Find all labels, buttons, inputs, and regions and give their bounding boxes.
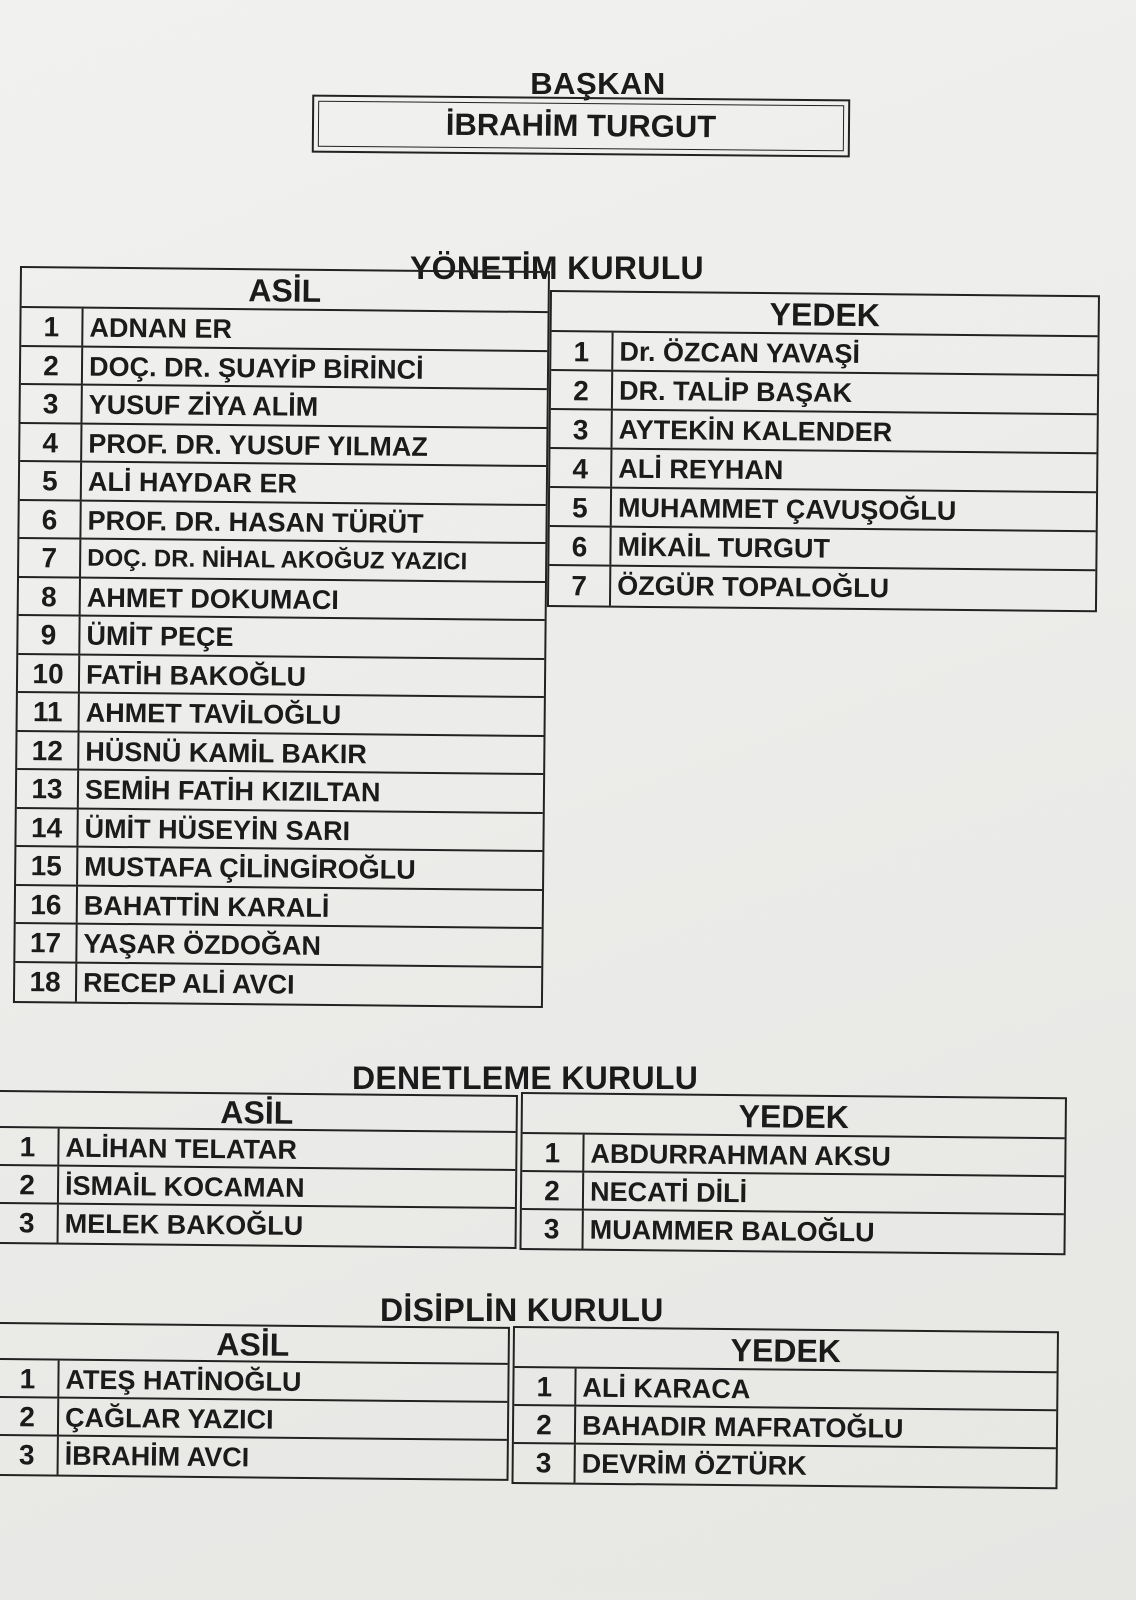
member-name: SEMİH FATİH KIZILTAN — [84, 774, 381, 808]
yedek-header: YEDEK — [552, 292, 1098, 337]
table-row — [522, 1210, 1064, 1253]
row-number: 3 — [0, 1204, 59, 1243]
yonetim-yedek-table — [547, 290, 1100, 612]
table-row — [522, 1172, 1064, 1215]
row-number: 3 — [522, 1210, 584, 1249]
table-row — [20, 385, 546, 429]
row-number: 2 — [0, 1398, 59, 1435]
row-number: 12 — [17, 731, 79, 768]
member-name: ALİ REYHAN — [618, 453, 784, 486]
row-number: 1 — [21, 308, 83, 345]
member-name: ATEŞ HATİNOĞLU — [65, 1364, 302, 1397]
member-name: ALİ HAYDAR ER — [87, 466, 298, 499]
denetleme-asil-table — [0, 1090, 518, 1249]
member-name: DEVRİM ÖZTÜRK — [581, 1448, 807, 1481]
member-name: ÜMİT PEÇE — [86, 620, 234, 653]
row-number: 6 — [549, 527, 611, 565]
member-name: ALİ KARACA — [582, 1372, 751, 1405]
row-number: 6 — [19, 501, 81, 538]
member-name: DR. TALİP BAŞAK — [618, 375, 853, 408]
member-name: NECATİ DİLİ — [589, 1176, 748, 1209]
table-row — [0, 1360, 508, 1403]
row-number: 3 — [21, 385, 83, 422]
table-row — [550, 488, 1096, 532]
table-row — [15, 924, 541, 968]
row-number: 3 — [550, 410, 612, 448]
table-row — [550, 410, 1096, 454]
row-number: 10 — [18, 655, 80, 692]
row-number: 15 — [16, 847, 78, 884]
yonetim-asil-table — [13, 266, 550, 1008]
row-number: 2 — [0, 1166, 59, 1203]
asil-header: ASİL — [0, 1324, 508, 1365]
member-name: AYTEKİN KALENDER — [618, 414, 893, 448]
row-number: 1 — [551, 332, 613, 370]
yonetim-title: YÖNETİM KURULU — [410, 250, 704, 286]
president-label: BAŞKAN — [530, 66, 666, 101]
table-row — [17, 770, 543, 814]
disiplin-title: DİSİPLİN KURULU — [380, 1292, 664, 1328]
row-number: 4 — [20, 424, 82, 461]
table-row — [20, 424, 546, 468]
yedek-header: YEDEK — [523, 1094, 1065, 1139]
member-name: MUHAMMET ÇAVUŞOĞLU — [617, 492, 957, 526]
denetleme-title: DENETLEME KURULU — [352, 1060, 699, 1096]
table-row — [19, 501, 545, 545]
row-number: 7 — [549, 566, 611, 606]
row-number: 1 — [0, 1128, 60, 1165]
member-name: HÜSNÜ KAMİL BAKIR — [85, 736, 367, 769]
row-number: 11 — [18, 693, 80, 730]
row-number: 2 — [551, 371, 613, 409]
member-name: BAHADIR MAFRATOĞLU — [581, 1410, 904, 1444]
table-row — [17, 731, 543, 775]
table-row — [16, 847, 542, 891]
member-name: MUSTAFA ÇİLİNGİROĞLU — [84, 851, 416, 885]
member-name: Dr. ÖZCAN YAVAŞİ — [619, 336, 861, 369]
table-row — [20, 462, 546, 506]
table-row — [19, 539, 545, 583]
member-name: ÇAĞLAR YAZICI — [64, 1402, 274, 1435]
row-number: 14 — [16, 808, 78, 845]
denetleme-yedek-table — [519, 1092, 1066, 1255]
table-row — [15, 962, 541, 1006]
member-name: RECEP ALİ AVCI — [82, 967, 295, 1000]
member-name: MİKAİL TURGUT — [617, 531, 831, 564]
row-number: 13 — [17, 770, 79, 807]
member-name: AHMET TAVİLOĞLU — [85, 697, 342, 731]
disiplin-yedek-table — [511, 1326, 1058, 1489]
member-name: ALİHAN TELATAR — [65, 1132, 298, 1165]
table-row — [18, 655, 544, 699]
table-row — [16, 885, 542, 929]
row-number: 1 — [0, 1360, 60, 1397]
row-number: 1 — [522, 1134, 584, 1171]
member-name: MUAMMER BALOĞLU — [589, 1214, 875, 1248]
member-name: PROF. DR. HASAN TÜRÜT — [87, 505, 424, 539]
table-row — [0, 1398, 507, 1441]
table-row — [16, 808, 542, 852]
row-number: 2 — [514, 1406, 576, 1443]
disiplin-asil-table — [0, 1322, 510, 1481]
table-row — [549, 566, 1095, 610]
row-number: 16 — [16, 885, 78, 922]
table-row — [550, 449, 1096, 493]
member-name: AHMET DOKUMACI — [86, 582, 339, 615]
table-row — [514, 1406, 1056, 1449]
member-name: İSMAİL KOCAMAN — [64, 1170, 305, 1203]
table-row — [0, 1204, 515, 1247]
member-name: YUSUF ZİYA ALİM — [88, 389, 319, 422]
table-row — [18, 693, 544, 737]
table-row — [549, 527, 1095, 571]
table-row — [522, 1134, 1064, 1177]
asil-header: ASİL — [22, 268, 548, 313]
president-name-box — [312, 95, 850, 158]
member-name: DOÇ. DR. ŞUAYİP BİRİNCİ — [88, 351, 424, 385]
member-name: ADNAN ER — [89, 312, 233, 345]
member-name: ÜMİT HÜSEYİN SARI — [84, 813, 351, 846]
row-number: 3 — [514, 1444, 576, 1483]
row-number: 3 — [0, 1436, 59, 1475]
asil-header: ASİL — [0, 1092, 516, 1133]
member-name: PROF. DR. YUSUF YILMAZ — [88, 428, 428, 462]
president-name: İBRAHİM TURGUT — [318, 101, 844, 152]
table-row — [514, 1368, 1056, 1411]
row-number: 1 — [514, 1368, 576, 1405]
row-number: 4 — [550, 449, 612, 487]
member-name: MELEK BAKOĞLU — [64, 1208, 304, 1241]
member-name: ÖZGÜR TOPALOĞLU — [617, 570, 890, 604]
row-number: 5 — [20, 462, 82, 499]
row-number: 2 — [21, 347, 83, 384]
member-name: FATİH BAKOĞLU — [85, 659, 307, 692]
member-name: İBRAHİM AVCI — [64, 1440, 250, 1473]
table-row — [551, 332, 1097, 376]
member-name: YAŞAR ÖZDOĞAN — [83, 928, 322, 961]
row-number: 8 — [19, 578, 81, 615]
row-number: 7 — [19, 539, 81, 576]
row-number: 17 — [15, 924, 77, 961]
member-name: BAHATTİN KARALİ — [83, 890, 330, 923]
yedek-header: YEDEK — [515, 1328, 1057, 1373]
table-row — [0, 1166, 515, 1209]
row-number: 9 — [18, 616, 80, 653]
table-row — [551, 371, 1097, 415]
table-row — [0, 1436, 507, 1479]
row-number: 18 — [15, 962, 77, 1001]
row-number: 2 — [522, 1172, 584, 1209]
table-row — [19, 578, 545, 622]
table-row — [0, 1128, 516, 1171]
table-row — [21, 347, 547, 391]
table-row — [18, 616, 544, 660]
member-name: ABDURRAHMAN AKSU — [590, 1138, 892, 1172]
row-number: 5 — [550, 488, 612, 526]
table-row — [514, 1444, 1056, 1487]
table-row — [21, 308, 547, 352]
member-name: DOÇ. DR. NİHAL AKOĞUZ YAZICI — [87, 544, 468, 576]
